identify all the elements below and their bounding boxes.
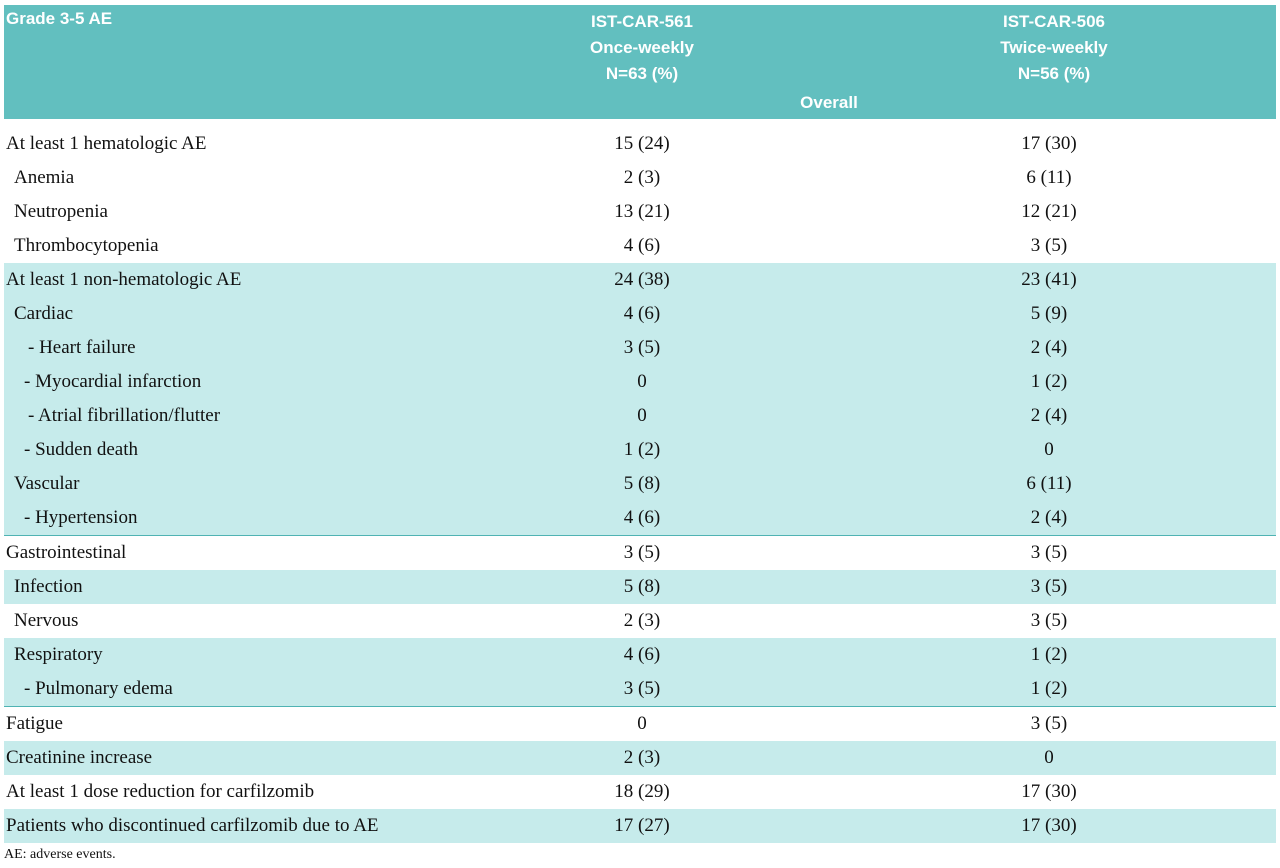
row-label: - Hypertension bbox=[24, 507, 138, 528]
row-value-once-weekly: 4 (6) bbox=[623, 303, 661, 324]
table-row bbox=[4, 433, 1276, 467]
row-value-once-weekly: 3 (5) bbox=[623, 542, 661, 563]
table-row bbox=[4, 741, 1276, 775]
header-col1-schedule: Once-weekly bbox=[590, 38, 694, 57]
row-value-twice-weekly: 17 (30) bbox=[1021, 815, 1077, 836]
table-row bbox=[4, 263, 1276, 297]
table-row bbox=[4, 638, 1276, 672]
row-value-twice-weekly: 6 (11) bbox=[1026, 167, 1072, 188]
row-value-twice-weekly: 12 (21) bbox=[1021, 201, 1077, 222]
row-value-twice-weekly: 2 (4) bbox=[1030, 507, 1068, 528]
header-col2-n: N=56 (%) bbox=[1017, 64, 1091, 83]
row-value-once-weekly: 0 bbox=[637, 371, 647, 392]
table-row bbox=[4, 365, 1276, 399]
table-row bbox=[4, 331, 1276, 365]
row-value-twice-weekly: 0 bbox=[1044, 747, 1054, 768]
row-value-once-weekly: 2 (3) bbox=[623, 610, 661, 631]
table-row bbox=[4, 535, 1276, 570]
row-value-once-weekly: 2 (3) bbox=[623, 167, 661, 188]
table-row bbox=[4, 775, 1276, 809]
header-column-ist-car-561 bbox=[572, 9, 712, 87]
header-overall-label: Overall bbox=[800, 93, 858, 112]
table-row bbox=[4, 501, 1276, 535]
row-label: - Atrial fibrillation/flutter bbox=[28, 405, 221, 426]
row-value-once-weekly: 0 bbox=[637, 405, 647, 426]
row-value-twice-weekly: 3 (5) bbox=[1030, 713, 1068, 734]
row-value-once-weekly: 2 (3) bbox=[623, 747, 661, 768]
row-label: Respiratory bbox=[14, 644, 103, 665]
row-value-twice-weekly: 3 (5) bbox=[1030, 542, 1068, 563]
row-label: At least 1 dose reduction for carfilzomib bbox=[6, 781, 315, 802]
row-label: Gastrointestinal bbox=[6, 542, 127, 563]
table-footnote: AE: adverse events. bbox=[4, 847, 116, 862]
row-value-twice-weekly: 5 (9) bbox=[1030, 303, 1068, 324]
header-grade-label: Grade 3-5 AE bbox=[6, 9, 113, 28]
row-value-once-weekly: 3 (5) bbox=[623, 337, 661, 358]
row-value-once-weekly: 24 (38) bbox=[614, 269, 670, 290]
header-col2-schedule: Twice-weekly bbox=[1000, 38, 1108, 57]
row-value-once-weekly: 17 (27) bbox=[614, 815, 670, 836]
row-value-twice-weekly: 17 (30) bbox=[1021, 781, 1077, 802]
row-label: Infection bbox=[14, 576, 83, 597]
table-row bbox=[4, 399, 1276, 433]
row-value-twice-weekly: 2 (4) bbox=[1030, 337, 1068, 358]
row-label: - Myocardial infarction bbox=[24, 371, 202, 392]
row-value-once-weekly: 1 (2) bbox=[623, 439, 661, 460]
row-value-once-weekly: 4 (6) bbox=[623, 644, 661, 665]
row-label: Anemia bbox=[14, 167, 75, 188]
table-row bbox=[4, 127, 1276, 161]
table-header bbox=[4, 5, 1276, 119]
row-label: Fatigue bbox=[6, 713, 63, 734]
row-value-once-weekly: 4 (6) bbox=[623, 235, 661, 256]
row-label: Patients who discontinued carfilzomib due to AE bbox=[6, 815, 379, 836]
table-row bbox=[4, 195, 1276, 229]
table-row bbox=[4, 570, 1276, 604]
row-label: Neutropenia bbox=[14, 201, 108, 222]
table-row bbox=[4, 672, 1276, 706]
row-label: - Pulmonary edema bbox=[24, 678, 173, 699]
row-value-once-weekly: 18 (29) bbox=[614, 781, 670, 802]
row-value-once-weekly: 15 (24) bbox=[614, 133, 670, 154]
table-row bbox=[4, 604, 1276, 638]
table-body bbox=[4, 127, 1276, 843]
row-value-twice-weekly: 3 (5) bbox=[1030, 610, 1068, 631]
row-value-twice-weekly: 2 (4) bbox=[1030, 405, 1068, 426]
row-value-twice-weekly: 3 (5) bbox=[1030, 235, 1068, 256]
row-value-twice-weekly: 17 (30) bbox=[1021, 133, 1077, 154]
row-label: At least 1 non-hematologic AE bbox=[6, 269, 242, 290]
header-col1-n: N=63 (%) bbox=[605, 64, 679, 83]
row-label: Cardiac bbox=[14, 303, 74, 324]
row-value-twice-weekly: 1 (2) bbox=[1030, 371, 1068, 392]
row-value-once-weekly: 5 (8) bbox=[623, 576, 661, 597]
row-label: - Heart failure bbox=[28, 337, 136, 358]
row-value-twice-weekly: 6 (11) bbox=[1026, 473, 1072, 494]
row-value-once-weekly: 13 (21) bbox=[614, 201, 670, 222]
row-value-once-weekly: 3 (5) bbox=[623, 678, 661, 699]
row-label: - Sudden death bbox=[24, 439, 138, 460]
row-value-once-weekly: 0 bbox=[637, 713, 647, 734]
header-col2-title: IST-CAR-506 bbox=[1002, 12, 1106, 31]
table-row bbox=[4, 161, 1276, 195]
row-label: At least 1 hematologic AE bbox=[6, 133, 207, 154]
table-row bbox=[4, 229, 1276, 263]
row-value-twice-weekly: 23 (41) bbox=[1021, 269, 1077, 290]
row-value-twice-weekly: 1 (2) bbox=[1030, 644, 1068, 665]
header-column-ist-car-506 bbox=[984, 9, 1124, 87]
row-label: Nervous bbox=[14, 610, 79, 631]
row-label: Vascular bbox=[14, 473, 80, 494]
table-row bbox=[4, 467, 1276, 501]
row-value-twice-weekly: 1 (2) bbox=[1030, 678, 1068, 699]
row-label: Creatinine increase bbox=[6, 747, 153, 768]
table-row bbox=[4, 297, 1276, 331]
table-row bbox=[4, 809, 1276, 843]
header-col1-title: IST-CAR-561 bbox=[590, 12, 694, 31]
row-value-twice-weekly: 0 bbox=[1044, 439, 1054, 460]
table-row bbox=[4, 706, 1276, 741]
row-label: Thrombocytopenia bbox=[14, 235, 159, 256]
row-value-twice-weekly: 3 (5) bbox=[1030, 576, 1068, 597]
row-value-once-weekly: 4 (6) bbox=[623, 507, 661, 528]
row-value-once-weekly: 5 (8) bbox=[623, 473, 661, 494]
